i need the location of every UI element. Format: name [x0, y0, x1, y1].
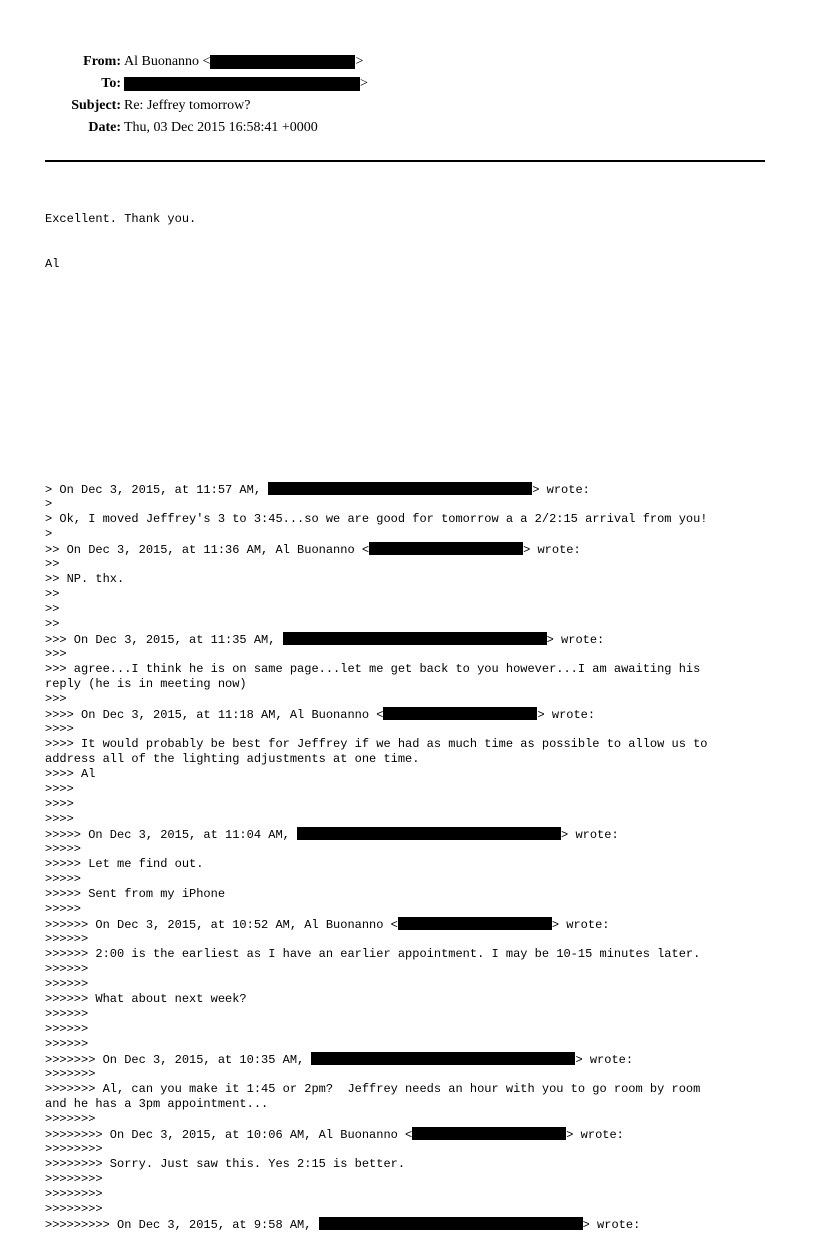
quoted-text: >>>: [45, 647, 67, 661]
quoted-line: [45, 992, 770, 1007]
quoted-line: [45, 902, 770, 917]
quoted-text: >>>>>>: [45, 977, 89, 991]
quoted-line: [45, 962, 770, 977]
subject-value: Re: Jeffrey tomorrow?: [124, 98, 251, 113]
quoted-text: >>>>>>>: [45, 1067, 96, 1081]
quoted-text: >> NP. thx.: [45, 572, 125, 586]
quote-attribution-line: [45, 827, 770, 842]
quoted-text: >>>>>>: [45, 1022, 89, 1036]
quoted-text: >>: [45, 602, 60, 616]
quoted-text: address all of the lighting adjustments at one time.: [45, 752, 420, 766]
email-redaction: [412, 1127, 566, 1140]
quote-attribution-line: [45, 542, 770, 557]
quoted-text: >>>>>>> On Dec 3, 2015, at 10:35 AM,: [45, 1053, 312, 1067]
quoted-line: [45, 647, 770, 662]
quoted-thread: [45, 482, 770, 1232]
quoted-line: [45, 812, 770, 827]
header-divider: [45, 160, 765, 162]
quote-attribution-line: [45, 482, 770, 497]
quoted-line: [45, 1172, 770, 1187]
quoted-text: >>>>>>: [45, 932, 89, 946]
quoted-text: >: [45, 527, 53, 541]
quoted-line: [45, 1097, 770, 1112]
email-redaction: [369, 542, 523, 555]
email-redaction: [383, 707, 537, 720]
quoted-text: >>>>>>: [45, 962, 89, 976]
quoted-text: > wrote:: [566, 1128, 624, 1142]
quoted-line: [45, 1187, 770, 1202]
quoted-line: [45, 842, 770, 857]
quoted-text: >: [45, 497, 53, 511]
from-label: From:: [83, 54, 121, 69]
to-label: To:: [101, 76, 121, 91]
email-redaction: [319, 1217, 583, 1230]
email-redaction: [398, 917, 552, 930]
quoted-text: >>: [45, 587, 60, 601]
quoted-line: [45, 572, 770, 587]
quoted-text: > wrote:: [582, 1218, 641, 1232]
quoted-text: >>>>>>>>> On Dec 3, 2015, at 9:58 AM,: [45, 1218, 319, 1232]
date-label: Date:: [88, 120, 121, 135]
date-value: Thu, 03 Dec 2015 16:58:41 +0000: [124, 120, 318, 135]
quoted-line: [45, 722, 770, 737]
quoted-line: [45, 587, 770, 602]
quote-attribution-line: [45, 1217, 770, 1232]
quoted-text: >>>>>> What about next week?: [45, 992, 247, 1006]
quoted-text: >>>>>: [45, 872, 82, 886]
quoted-text: >>> On Dec 3, 2015, at 11:35 AM,: [45, 633, 283, 647]
quoted-text: > On Dec 3, 2015, at 11:57 AM,: [45, 483, 269, 497]
quoted-text: > Ok, I moved Jeffrey's 3 to 3:45...so we are good for tomorrow a a 2/2:15 arrival from you!: [45, 512, 708, 526]
quoted-line: [45, 677, 770, 692]
quoted-text: > wrote:: [537, 708, 596, 722]
from-name: Al Buonanno <: [124, 54, 211, 69]
quoted-text: >>>>>: [45, 842, 82, 856]
quoted-text: >>>>: [45, 812, 74, 826]
quoted-text: >>>>: [45, 797, 74, 811]
quoted-text: >>>>>>>> Sorry. Just saw this. Yes 2:15 is better.: [45, 1157, 406, 1171]
quoted-text: >>>>>>> Al, can you make it 1:45 or 2pm? Jeffrey needs an hour with you to go room by room: [45, 1082, 701, 1096]
quoted-line: [45, 872, 770, 887]
quoted-line: [45, 767, 770, 782]
quoted-line: [45, 557, 770, 572]
quoted-line: [45, 662, 770, 677]
quote-attribution-line: [45, 1052, 770, 1067]
quoted-text: > wrote:: [523, 543, 581, 557]
quoted-line: [45, 497, 770, 512]
quoted-text: >>>>>>>>: [45, 1202, 103, 1216]
quote-attribution-line: [45, 1127, 770, 1142]
quoted-line: [45, 692, 770, 707]
quoted-line: [45, 1037, 770, 1052]
quoted-text: >>>>> Sent from my iPhone: [45, 887, 226, 901]
quote-attribution-line: [45, 632, 770, 647]
quoted-line: [45, 1067, 770, 1082]
subject-row: [0, 96, 816, 116]
quoted-line: [45, 512, 770, 527]
quoted-text: >>>: [45, 692, 67, 706]
quoted-text: >>>>>>>>: [45, 1142, 103, 1156]
quoted-text: >>>> Al: [45, 767, 96, 781]
quoted-line: [45, 752, 770, 767]
quoted-line: [45, 737, 770, 752]
to-email-redaction: [124, 77, 360, 91]
quoted-text: >>: [45, 617, 60, 631]
to-row: [0, 74, 816, 94]
quoted-text: > wrote:: [575, 1053, 634, 1067]
from-row: [0, 52, 816, 72]
quoted-line: [45, 977, 770, 992]
body-line: Al: [45, 257, 60, 271]
quoted-line: [45, 1007, 770, 1022]
quoted-text: >>>>>>: [45, 1007, 89, 1021]
quoted-line: [45, 1157, 770, 1172]
date-row: [0, 118, 816, 138]
email-body: [45, 182, 770, 1247]
quote-attribution-line: [45, 917, 770, 932]
quoted-text: >>>>>: [45, 902, 82, 916]
quoted-text: >>>>>>>>: [45, 1172, 103, 1186]
to-close: >: [360, 76, 368, 91]
email-redaction: [283, 632, 547, 645]
quoted-text: >>>>>>>> On Dec 3, 2015, at 10:06 AM, Al Buonanno <: [45, 1128, 413, 1142]
from-close: >: [355, 54, 364, 69]
quoted-line: [45, 602, 770, 617]
quoted-line: [45, 887, 770, 902]
body-line: Excellent. Thank you.: [45, 212, 197, 226]
quoted-line: [45, 782, 770, 797]
quoted-line: [45, 1082, 770, 1097]
quoted-text: >>>>>>>>: [45, 1187, 103, 1201]
quoted-line: [45, 932, 770, 947]
quoted-line: [45, 1142, 770, 1157]
quoted-text: >>: [45, 557, 60, 571]
quoted-line: [45, 947, 770, 962]
quoted-line: [45, 1112, 770, 1127]
quoted-text: and he has a 3pm appointment...: [45, 1097, 269, 1111]
email-redaction: [311, 1052, 575, 1065]
quoted-text: >>>>>>>: [45, 1112, 96, 1126]
quoted-text: > wrote:: [551, 918, 610, 932]
quoted-text: reply (he is in meeting now): [45, 677, 247, 691]
quote-attribution-line: [45, 707, 770, 722]
subject-label: Subject:: [71, 98, 121, 113]
quoted-line: [45, 1022, 770, 1037]
email-redaction: [297, 827, 561, 840]
quoted-line: [45, 1202, 770, 1217]
quoted-line: [45, 797, 770, 812]
quoted-text: >> On Dec 3, 2015, at 11:36 AM, Al Buonanno <: [45, 543, 370, 557]
quoted-text: >>>>: [45, 782, 74, 796]
quoted-text: > wrote:: [561, 828, 619, 842]
quoted-text: >>>> It would probably be best for Jeffrey if we had as much time as possible to allow us to: [45, 737, 708, 751]
quoted-text: >>> agree...I think he is on same page...let me get back to you however...I am awaiting his: [45, 662, 701, 676]
quoted-text: > wrote:: [546, 633, 605, 647]
quoted-text: >>>>> On Dec 3, 2015, at 11:04 AM,: [45, 828, 298, 842]
quoted-text: >>>>>> 2:00 is the earliest as I have an earlier appointment. I may be 10-15 minutes later.: [45, 947, 701, 961]
quoted-line: [45, 617, 770, 632]
quoted-text: >>>>> Let me find out.: [45, 857, 204, 871]
email-redaction: [268, 482, 532, 495]
quoted-text: >>>> On Dec 3, 2015, at 11:18 AM, Al Buonanno <: [45, 708, 384, 722]
quoted-line: [45, 857, 770, 872]
quoted-text: >>>>>>: [45, 1037, 89, 1051]
quoted-text: > wrote:: [532, 483, 590, 497]
quoted-text: >>>>>> On Dec 3, 2015, at 10:52 AM, Al Buonanno <: [45, 918, 398, 932]
quoted-line: [45, 527, 770, 542]
from-email-redaction: [210, 55, 355, 69]
quoted-text: >>>>: [45, 722, 74, 736]
